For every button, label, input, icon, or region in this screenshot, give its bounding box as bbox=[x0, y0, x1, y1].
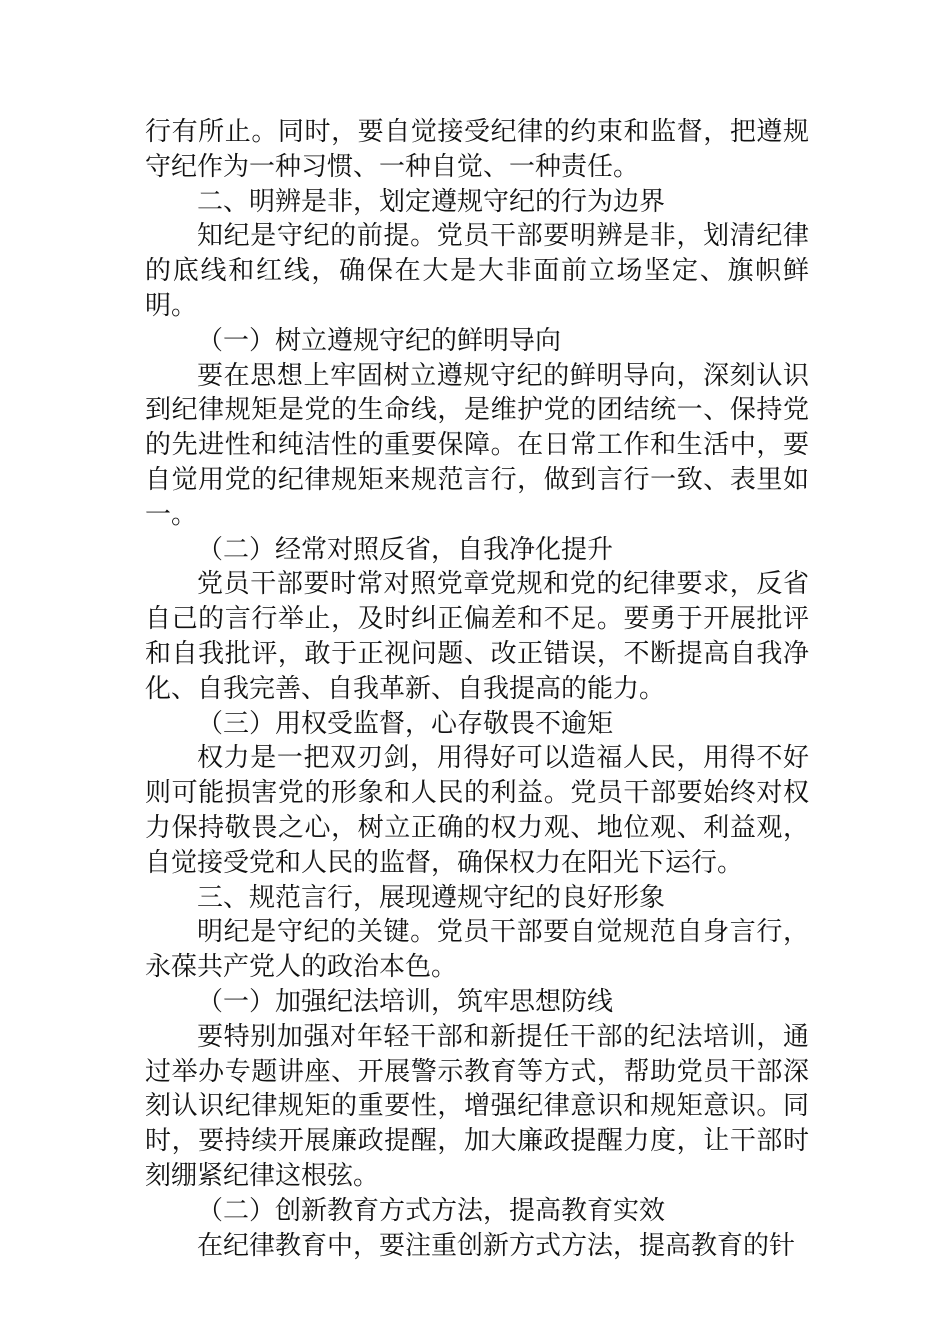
paragraph-section-2-intro: 知纪是守纪的前提。党员干部要明辨是非，划清纪律的底线和红线，确保在大是大非面前立场坚定、旗帜鲜明。 bbox=[145, 221, 809, 321]
paragraph-2-2: 党员干部要时常对照党章党规和党的纪律要求，反省自己的言行举止，及时纠正偏差和不足。要勇于开展批评和自我批评，敢于正视问题、改正错误，不断提高自我净化、自我完善、自我革新、自我提高的能力。 bbox=[145, 569, 809, 704]
section-heading-3: 三、规范言行，展现遵规守纪的良好形象 bbox=[197, 882, 666, 913]
paragraph-continuation: 行有所止。同时，要自觉接受纪律的约束和监督，把遵规守纪作为一种习惯、一种自觉、一种责任。 bbox=[145, 117, 809, 182]
subheading-3-2: （二）创新教育方式方法，提高教育实效 bbox=[197, 1195, 666, 1226]
section-heading-2: 二、明辨是非，划定遵规守纪的行为边界 bbox=[197, 186, 666, 217]
subheading-3-1: （一）加强纪法培训，筑牢思想防线 bbox=[197, 986, 614, 1017]
paragraph-3-1: 要特别加强对年轻干部和新提任干部的纪法培训，通过举办专题讲座、开展警示教育等方式，帮助党员干部深刻认识纪律规矩的重要性，增强纪律意识和规矩意识。同时，要持续开展廉政提醒，加大廉政提醒力度，让干部时刻绷紧纪律这根弦。 bbox=[145, 1021, 809, 1191]
document-page bbox=[145, 115, 809, 1263]
paragraph-2-3: 权力是一把双刃剑，用得好可以造福人民，用得不好则可能损害党的形象和人民的利益。党员干部要始终对权力保持敬畏之心，树立正确的权力观、地位观、利益观，自觉接受党和人民的监督，确保权力在阳光下运行。 bbox=[145, 743, 809, 878]
subheading-2-1: （一）树立遵规守纪的鲜明导向 bbox=[197, 325, 562, 356]
paragraph-section-3-intro: 明纪是守纪的关键。党员干部要自觉规范自身言行，永葆共产党人的政治本色。 bbox=[145, 917, 809, 983]
paragraph-2-1: 要在思想上牢固树立遵规守纪的鲜明导向，深刻认识到纪律规矩是党的生命线，是维护党的团结统一、保持党的先进性和纯洁性的重要保障。在日常工作和生活中，要自觉用党的纪律规矩来规范言行，做到言行一致、表里如一。 bbox=[145, 360, 809, 530]
subheading-2-2: （二）经常对照反省，自我净化提升 bbox=[197, 534, 614, 565]
subheading-2-3: （三）用权受监督，心存敬畏不逾矩 bbox=[197, 708, 614, 739]
paragraph-3-2: 在纪律教育中，要注重创新方式方法，提高教育的针 bbox=[197, 1230, 796, 1261]
